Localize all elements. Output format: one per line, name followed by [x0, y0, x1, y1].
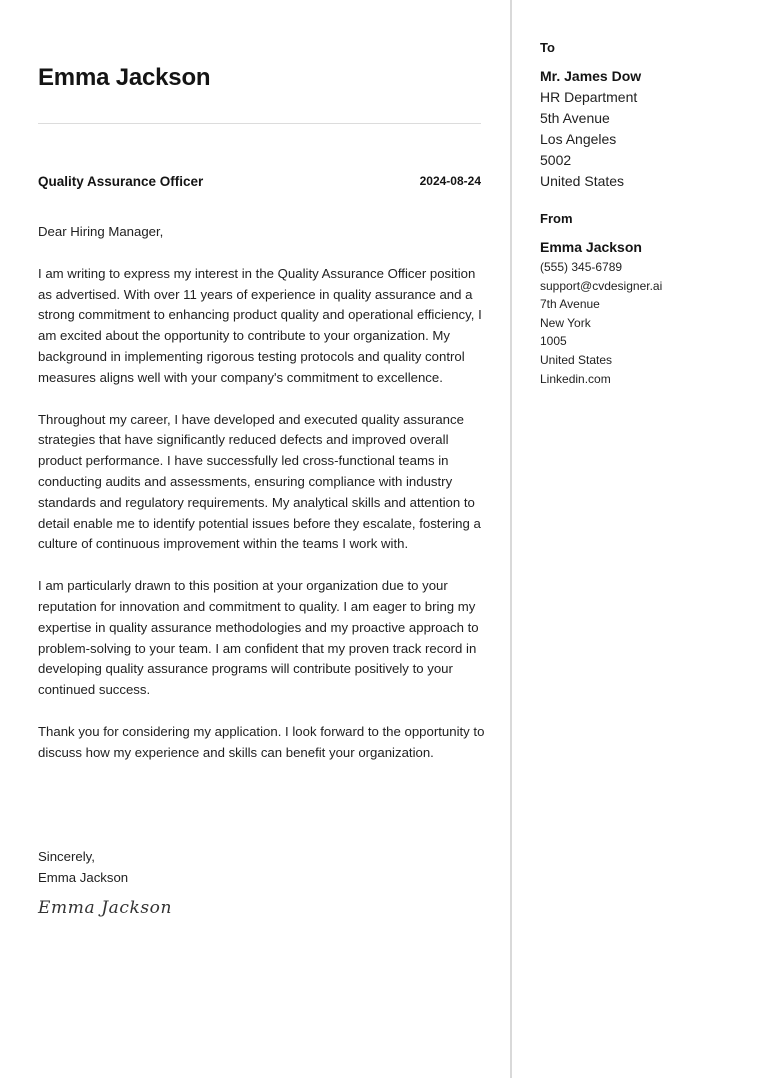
- sender-street: 7th Avenue: [540, 297, 600, 312]
- sender-name: Emma Jackson: [540, 239, 642, 255]
- closing-block: [38, 846, 128, 888]
- paragraph-3: I am particularly drawn to this position at your organization due to your reputation for innovation and commitment to quality. I am eager to bring my expertise in quality assurance methodologies and my proactive approach to problem-solving to your team. I am confident that my proven track record in developing quality assurance programs will contribute positively to your continued success.: [38, 578, 479, 698]
- column-divider: [510, 0, 512, 1078]
- to-heading: To: [540, 40, 555, 55]
- recipient-street: 5th Avenue: [540, 110, 610, 126]
- from-heading: From: [540, 211, 573, 226]
- sender-country: United States: [540, 352, 613, 367]
- closing-phrase: Sincerely,: [38, 849, 95, 864]
- recipient-department: HR Department: [540, 89, 638, 105]
- recipient-city: Los Angeles: [540, 131, 617, 147]
- closing-name: Emma Jackson: [38, 870, 129, 885]
- salutation: Dear Hiring Manager,: [38, 224, 164, 239]
- sender-website: Linkedin.com: [540, 371, 611, 386]
- recipient-name: Mr. James Dow: [540, 68, 642, 84]
- sender-phone: (555) 345-6789: [540, 260, 623, 274]
- sender-city: New York: [540, 315, 591, 330]
- recipient-zip: 5002: [540, 152, 572, 168]
- paragraph-4: Thank you for considering my application. I look forward to the opportunity to discuss how my experience and skills can benefit your organization.: [38, 723, 485, 760]
- letter-body: [38, 222, 488, 785]
- header-divider: [38, 123, 481, 124]
- recipient-address: [540, 66, 760, 192]
- sender-address: [540, 237, 760, 388]
- recipient-country: United States: [540, 173, 625, 189]
- address-sidebar: [540, 38, 760, 388]
- applicant-name: Emma Jackson: [38, 64, 211, 91]
- paragraph-2: Throughout my career, I have developed and executed quality assurance strategies that have significantly reduced defects and improved overall product performance. I have successfully led cross-functional teams in conducting audits and assessments, ensuring compliance with industry standards and regulatory requirements. My analytical skills and attention to detail enable me to identify potential issues before they escalate, fostering a culture of continuous improvement within the teams I work with.: [38, 411, 481, 552]
- signature: Emma Jackson: [38, 898, 173, 918]
- sender-email: support@cvdesigner.ai: [540, 278, 663, 293]
- paragraph-1: I am writing to express my interest in the Quality Assurance Officer position as advertised. With over 11 years of experience in quality assurance and a strong commitment to enhancing product quality and operational efficiency, I am excited about the opportunity to contribute to your organization. My background in implementing rigorous testing protocols and quality control measures aligns well with your company's commitment to excellence.: [38, 265, 482, 385]
- sender-zip: 1005: [540, 334, 567, 349]
- letter-date: 2024-08-24: [419, 174, 481, 188]
- job-title: Quality Assurance Officer: [38, 174, 204, 189]
